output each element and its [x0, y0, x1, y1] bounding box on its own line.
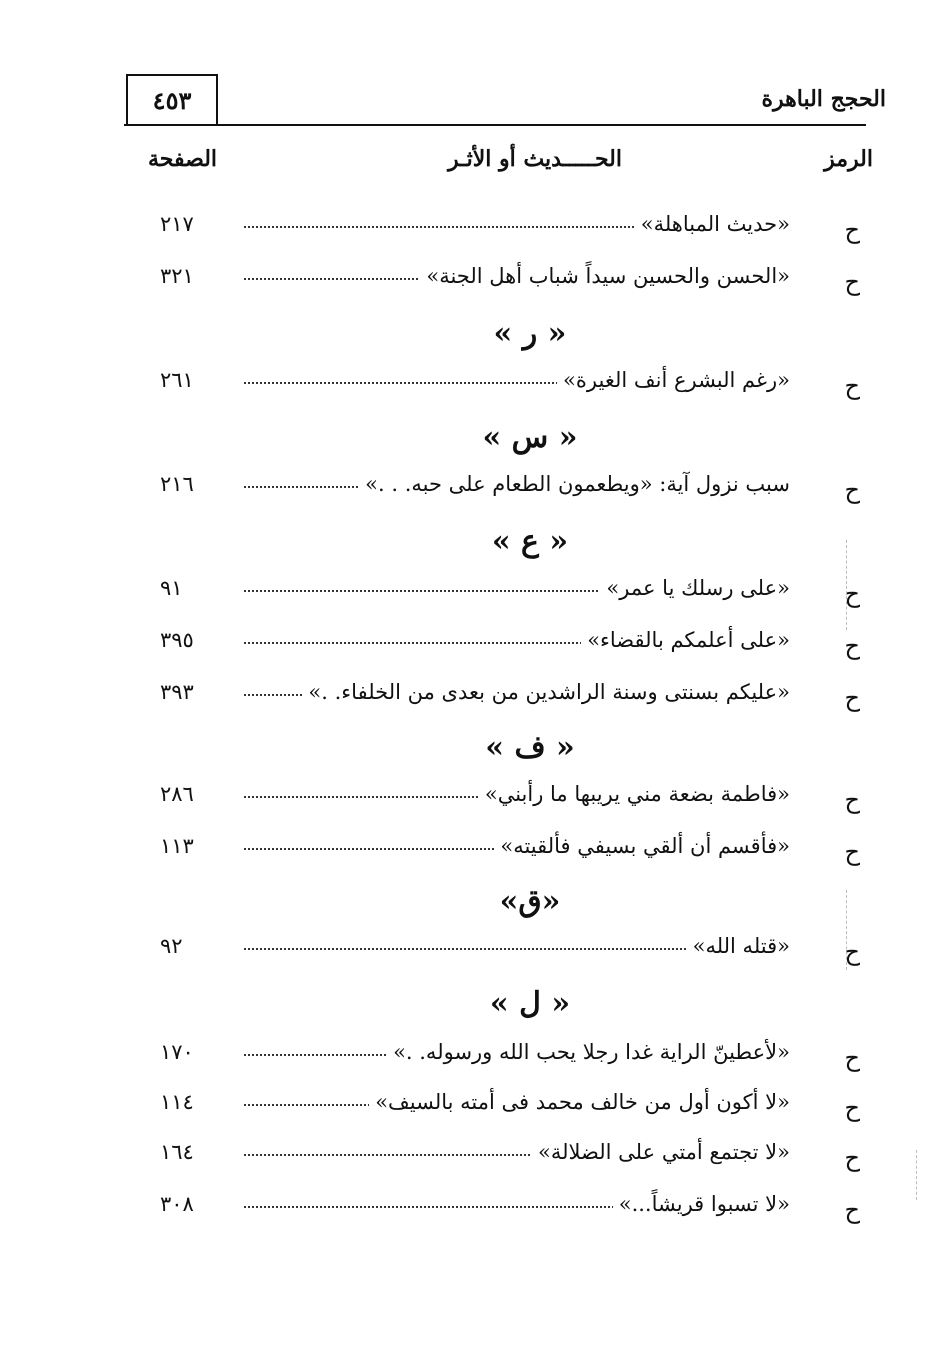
symbol: ح: [844, 684, 860, 712]
index-row: [140, 834, 880, 874]
hadith-text: سبب نزول آية: «ويطعمون الطعام على حبه. . .»: [359, 472, 790, 496]
scan-mark: [916, 1150, 917, 1200]
column-header-hadith: الحـــــديث أو الأثـر: [448, 146, 622, 172]
symbol: ح: [844, 268, 860, 296]
section-letter: «ق»: [499, 884, 561, 919]
symbol: ح: [844, 1144, 860, 1172]
index-row: [140, 934, 880, 974]
symbol: ح: [844, 1044, 860, 1072]
scan-mark: [846, 890, 847, 970]
column-header-page: الصفحة: [148, 146, 218, 172]
symbol: ح: [844, 1094, 860, 1122]
page-number-box: [126, 74, 218, 126]
hadith-text: «لا أكون أول من خالف محمد فى أمته بالسيف»: [369, 1090, 790, 1114]
index-row: [140, 368, 880, 408]
index-row: [140, 264, 880, 304]
hadith-text: «لأعطينّ الراية غدا رجلا يحب الله ورسوله. .»: [387, 1040, 790, 1064]
hadith-text: «فأقسم أن ألقي بسيفي فألقيته»: [494, 834, 790, 858]
symbol: ح: [844, 938, 860, 966]
hadith-text: «الحسن والحسين سيداً شباب أهل الجنة»: [420, 264, 790, 288]
hadith-text: «قتله الله»: [687, 934, 790, 958]
symbol: ح: [844, 372, 860, 400]
hadith-text: «رغم البشرع أنف الغيرة»: [557, 368, 790, 392]
page-ref: ٣٠٨: [160, 1192, 194, 1216]
page-ref: ١٧٠: [160, 1040, 194, 1064]
page-ref: ٢٦١: [160, 368, 194, 392]
section-letter: « ر »: [493, 316, 567, 351]
page-ref: ١٦٤: [160, 1140, 194, 1164]
index-row: [140, 576, 880, 616]
page-ref: ٩١: [160, 576, 183, 600]
page-ref: ١١٤: [160, 1090, 194, 1114]
hadith-text: «لا تجتمع أمتي على الضلالة»: [532, 1140, 790, 1164]
symbol: ح: [844, 632, 860, 660]
page-number: ٤٥٣: [152, 85, 192, 115]
index-row: [140, 1192, 880, 1232]
hadith-text: «عليكم بسنتى وسنة الراشدين من بعدى من الخلفاء. .»: [302, 680, 790, 704]
page-ref: ٢١٦: [160, 472, 194, 496]
index-row: [140, 212, 880, 252]
index-row: [140, 472, 880, 512]
index-row: [140, 1140, 880, 1180]
page-ref: ٣٢١: [160, 264, 194, 288]
index-row: [140, 782, 880, 822]
scan-mark: [846, 540, 847, 630]
index-row: [140, 1090, 880, 1130]
section-letter: « ع »: [491, 524, 569, 559]
page-ref: ٣٩٥: [160, 628, 194, 652]
symbol: ح: [844, 216, 860, 244]
index-row: [140, 680, 880, 720]
symbol: ح: [844, 786, 860, 814]
page-ref: ١١٣: [160, 834, 194, 858]
page-ref: ٣٩٣: [160, 680, 194, 704]
hadith-text: «حديث المباهلة»: [635, 212, 790, 236]
hadith-text: «على رسلك يا عمر»: [600, 576, 790, 600]
header-rule: [124, 124, 866, 126]
page-ref: ٩٢: [160, 934, 183, 958]
hadith-text: «لا تسبوا قريشاً...»: [613, 1192, 790, 1216]
section-letter: « س »: [482, 420, 578, 455]
page-ref: ٢٨٦: [160, 782, 194, 806]
section-letter: « ل »: [489, 986, 571, 1021]
symbol: ح: [844, 1196, 860, 1224]
hadith-text: «فاطمة بضعة مني يريبها ما رأبني»: [479, 782, 790, 806]
section-letter: « ف »: [485, 730, 575, 765]
symbol: ح: [844, 838, 860, 866]
index-row: [140, 1040, 880, 1080]
index-row: [140, 628, 880, 668]
symbol: ح: [844, 476, 860, 504]
hadith-text: «على أعلمكم بالقضاء»: [581, 628, 790, 652]
column-header-symbol: الرمز: [824, 146, 873, 172]
running-title: الحجج الباهرة: [761, 86, 886, 112]
symbol: ح: [844, 580, 860, 608]
page-ref: ٢١٧: [160, 212, 194, 236]
